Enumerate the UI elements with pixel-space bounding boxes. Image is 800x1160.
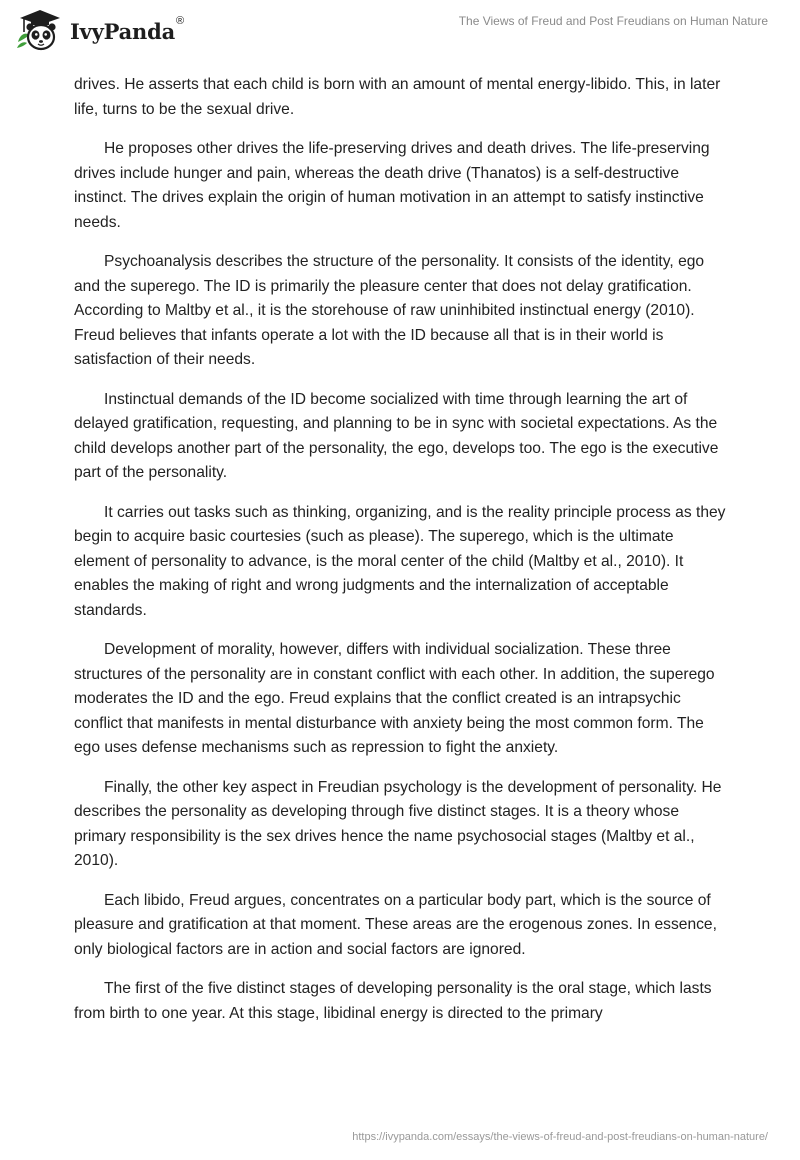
- source-url-link[interactable]: https://ivypanda.com/essays/the-views-of-freud-and-post-freudians-on-human-nature/: [352, 1131, 768, 1143]
- panda-graduate-icon: [14, 8, 66, 52]
- logo-wordmark: IvyPanda: [70, 18, 176, 44]
- paragraph: He proposes other drives the life-preserving drives and death drives. The life-preserving drives include hunger and pain, whereas the death drive (Thanatos) is a self-destructive instinct. The drives explain the origin of human motivation in an attempt to satisfy instinctive needs.: [74, 140, 710, 231]
- registered-mark: ®: [176, 15, 185, 27]
- page-header: [0, 0, 800, 60]
- paragraph: Each libido, Freud argues, concentrates on a particular body part, which is the source of pleasure and gratification at that moment. These areas are the erogenous zones. In essence, only biological factors are in action and social factors are ignored.: [74, 891, 717, 958]
- paragraph: Finally, the other key aspect in Freudian psychology is the development of personality. He describes the personality as developing through five distinct stages. It is a theory whose primary responsibility is the sex drives hence the name psychosocial stages (Maltby et al., 2010).: [74, 778, 722, 869]
- ivypanda-logo[interactable]: [14, 8, 184, 52]
- paragraph: Instinctual demands of the ID become socialized with time through learning the art of delayed gratification, requesting, and planning to be in sync with societal expectations. As the child develops another part of the personality, the ego, develops too. The ego is the executive part of the personality.: [74, 390, 719, 481]
- paragraph: Development of morality, however, differs with individual socialization. These three structures of the personality are in constant conflict with each other. In addition, the superego moderates the ID and the ego. Freud explains that the conflict created is an intrapsychic conflict that manifests in mental disturbance with anxiety being the most common form. The ego uses defense mechanisms such as repression to fight the anxiety.: [74, 641, 715, 756]
- document-title: The Views of Freud and Post Freudians on Human Nature: [458, 14, 768, 28]
- paragraph: The first of the five distinct stages of developing personality is the oral stage, which lasts from birth to one year. At this stage, libidinal energy is directed to the primary: [74, 980, 712, 1022]
- paragraph: Psychoanalysis describes the structure of the personality. It consists of the identity, ego and the superego. The ID is primarily the pleasure center that does not delay gratification. According to Maltby et al., it is the storehouse of raw uninhibited instinctual energy (2010). Freud believes that infants operate a lot with the ID because all that is in their world is satisfaction of their needs.: [74, 253, 705, 368]
- essay-body: [74, 73, 728, 1041]
- paragraph: It carries out tasks such as thinking, organizing, and is the reality principle process as they begin to acquire basic courtesies (such as please). The superego, which is the ultimate element of personality to advance, is the moral center of the child (Maltby et al., 2010). It enables the making of right and wrong judgments and the internalization of acceptable standards.: [74, 503, 726, 619]
- paragraph-continuation: drives. He asserts that each child is born with an amount of mental energy-libido. This, in later life, turns to be the sexual drive.: [74, 76, 721, 118]
